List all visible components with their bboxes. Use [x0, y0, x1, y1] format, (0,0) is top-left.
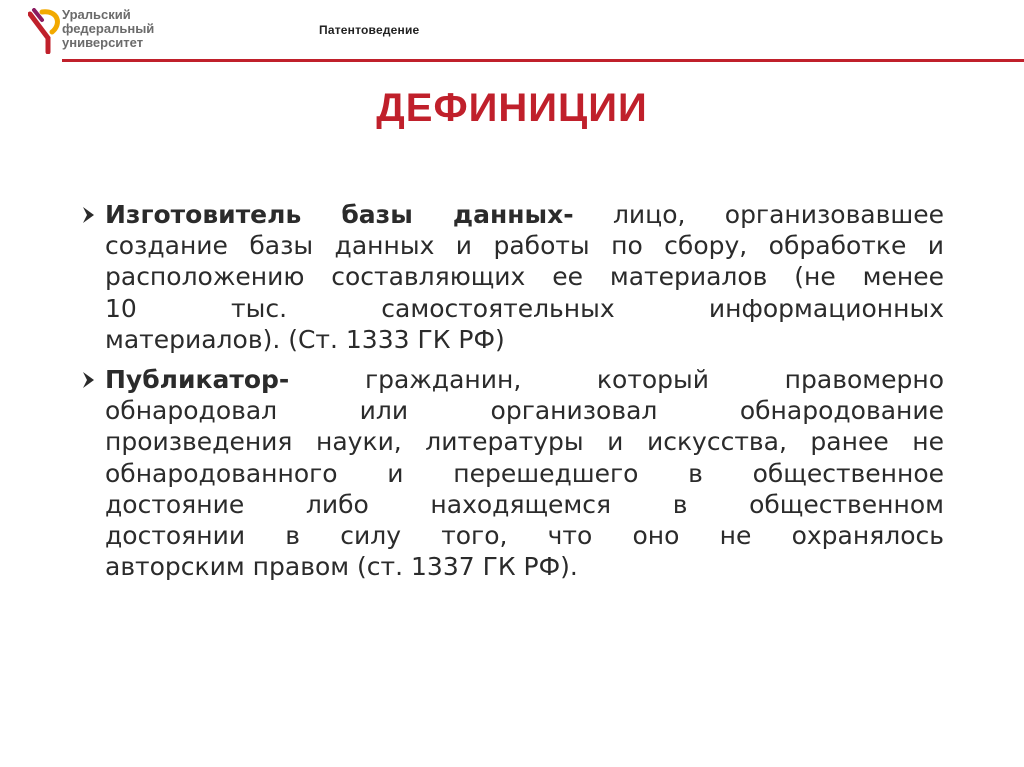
university-name — [62, 8, 154, 50]
arrowhead-bullet-icon — [80, 202, 100, 228]
definition-line: достояние либо находящемся в общественном — [105, 489, 944, 519]
university-name-line: университет — [62, 35, 144, 50]
definition-line — [105, 364, 944, 395]
definition-line-text: гражданин, который правомерно — [364, 365, 944, 394]
slide-title: ДЕФИНИЦИИ — [376, 86, 648, 130]
header-divider — [62, 59, 1024, 62]
definition-term: Публикатор- — [105, 365, 290, 394]
definition-line: произведения науки, литературы и искусства, ранее не — [105, 427, 944, 457]
definition-line: авторским правом (ст. 1337 ГК РФ). — [105, 552, 578, 582]
definition-line: материалов). (Ст. 1333 ГК РФ) — [105, 324, 505, 354]
definition-line: достоянии в силу того, что оно не охранялось — [105, 520, 944, 550]
definition-line: обнародовал или организовал обнародование — [105, 396, 944, 426]
arrowhead-bullet-icon — [80, 367, 100, 393]
definition-text — [105, 199, 944, 355]
definition-line: обнародованного и перешедшего в общественное — [105, 458, 944, 488]
definition-term: Изготовитель базы данных- — [105, 200, 574, 229]
definition-line: создание базы данных и работы по сбору, обработке и — [105, 231, 944, 261]
definition-text — [105, 364, 944, 582]
definition-line: расположению составляющих ее материалов (не менее — [105, 262, 944, 292]
course-title: Патентоведение — [319, 23, 420, 37]
definition-line: 10 тыс. самостоятельных информационных — [105, 293, 944, 323]
university-name-line: федеральный — [62, 21, 155, 36]
university-name-line: Уральский — [62, 7, 131, 22]
definition-line — [105, 199, 944, 230]
definition-line-text: лицо, организовавшее — [612, 200, 944, 229]
